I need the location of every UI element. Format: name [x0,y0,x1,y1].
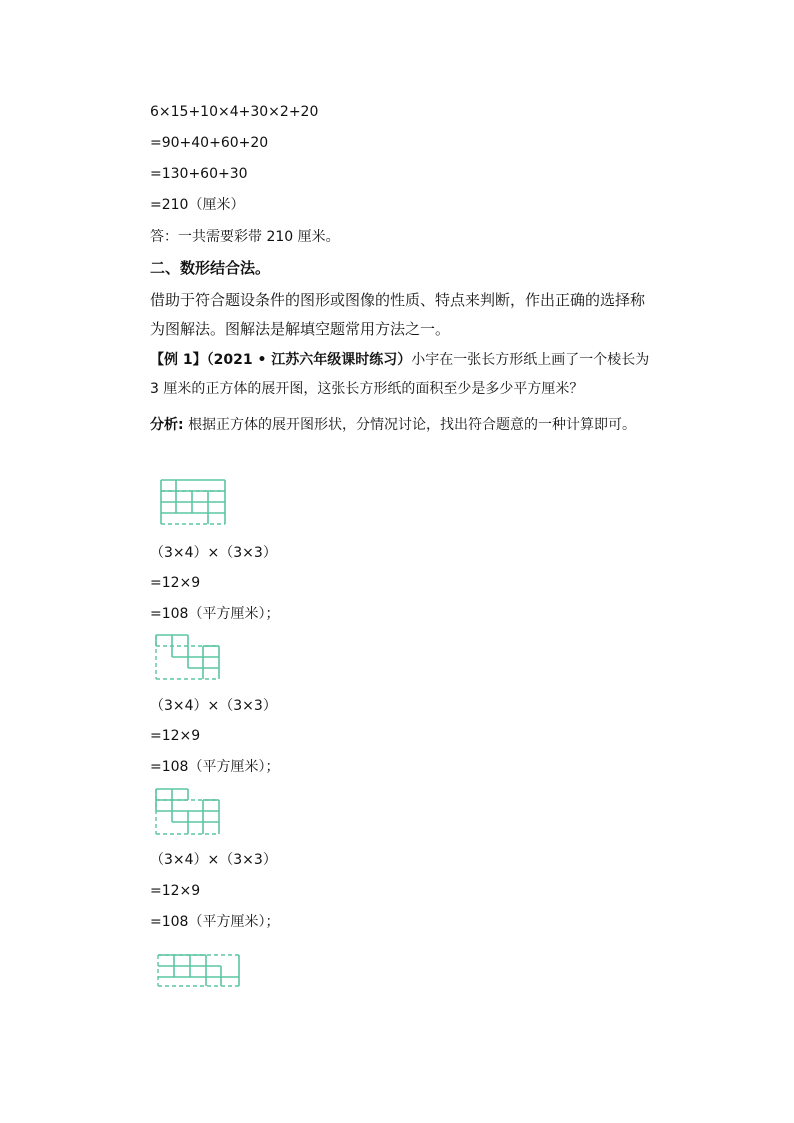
cube-net-figure [153,786,225,838]
calc-line: =210（厘米） [150,197,245,213]
cube-net-figure [158,477,230,527]
calc-line: =130+60+30 [150,166,248,182]
calc-line: （3×4）×（3×3） [150,698,277,714]
calc-line: =90+40+60+20 [150,135,269,151]
example-problem [150,346,656,404]
example-tag: 【例 1】 [150,352,207,368]
analysis-label: 分析: [150,417,184,433]
calc-line: （3×4）×（3×3） [150,545,277,561]
section-paragraph-text: 借助于符合题设条件的图形或图像的性质、特点来判断，作出正确的选择称为图解法。图解法是解填空题常用方法之一。 [150,291,646,338]
cube-net-figure [155,952,245,992]
section-paragraph [150,286,656,344]
cube-net-figure [153,632,225,682]
calc-line: =108（平方厘米）； [150,914,280,930]
answer-line: 答：一共需要彩带 210 厘米。 [150,229,340,245]
section-heading: 二、数形结合法。 [150,259,271,277]
calc-line: =12×9 [150,883,201,899]
analysis [150,411,656,440]
calc-line: 6×15+10×4+30×2+20 [150,104,319,120]
calc-line: =12×9 [150,575,201,591]
calc-line: =108（平方厘米）； [150,759,280,775]
calc-line: =108（平方厘米）； [150,606,280,622]
example-source: （2021 • 江苏六年级课时练习） [206,352,412,368]
calc-line: =12×9 [150,728,201,744]
analysis-text: 根据正方体的展开图形状，分情况讨论，找出符合题意的一种计算即可。 [188,417,637,433]
calc-line: （3×4）×（3×3） [150,852,277,868]
example-text: 小宇在一张长方形纸上画了一个棱长为 3 厘米的正方体的展开图，这张长方形纸的面积至少是多少平方厘米？ [150,352,650,397]
